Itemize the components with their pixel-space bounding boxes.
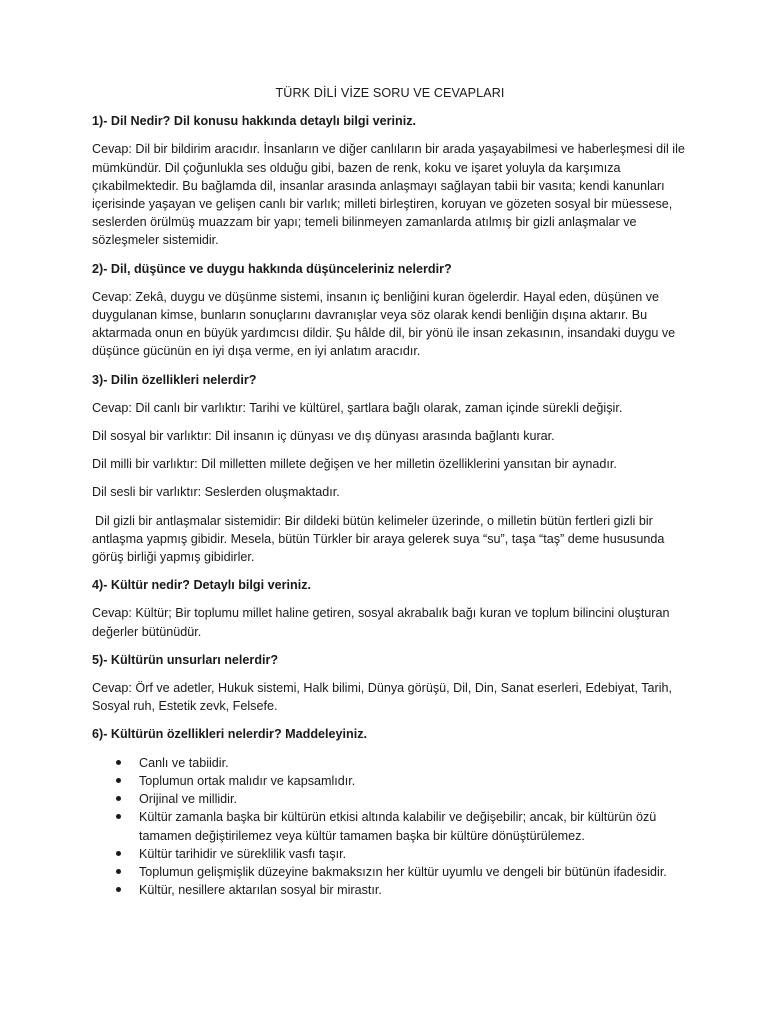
list-item: Toplumun gelişmişlik düzeyine bakmaksızın her kültür uyumlu ve dengeli bir bütünün ifadesidir.: [112, 863, 688, 881]
answer-3-line: Dil sosyal bir varlıktır: Dil insanın iç dünyası ve dış dünyası arasında bağlantı kurar.: [92, 429, 555, 444]
answer-2: Cevap: Zekâ, duygu ve düşünme sistemi, insanın iç benliğini kuran ögelerdir. Hayal eden, düşünen ve duygulanan kimse, bunların sonuçlarını davranışlar veya söz olarak kendi benliğin dışına aktarır. Bu aktarmada onun en büyük yardımcısı dildir. Şu hâlde dil, bir yönü ile insan zekasının, insandaki duygu ve düşünce gücünün en iyi dışa verme, en iyi anlatım aracıdır.: [92, 289, 676, 359]
question-5: 5)- Kültürün unsurları nelerdir?: [92, 652, 279, 667]
list-item: Orijinal ve millidir.: [112, 790, 688, 808]
question-6: 6)- Kültürün özellikleri nelerdir? Maddeleyiniz.: [92, 727, 368, 742]
answer-3-line: Dil milli bir varlıktır: Dil milletten millete değişen ve her milletin özelliklerini yansıtan bir aynadır.: [92, 457, 617, 472]
answer-1: Cevap: Dil bir bildirim aracıdır. İnsanların ve diğer canlıların bir arada yaşayabilmesi ve haberleşmesi dil ile mümkündür. Dil çoğunlukla ses olduğu gibi, bazen de renk, koku ve işaret yoluyla da karşımıza çıkabilmektedir. Bu bağlamda dil, insanlar arasında anlaşmayı sağlayan tabii bir vasıta; kendi kanunları içerisinde yaşayan ve gelişen canlı bir varlık; milleti birleştiren, koruyan ve gözeten sosyal bir müessese, seslerden örülmüş muazzam bir yapı; temeli bilinmeyen zamanlarda atılmış bir gizli anlaşmalar ve sözleşmeler sistemidir.: [92, 142, 685, 248]
answer-3-line: Cevap: Dil canlı bir varlıktır: Tarihi ve kültürel, şartlara bağlı olarak, zaman içinde sürekli değişir.: [92, 400, 623, 415]
question-4: 4)- Kültür nedir? Detaylı bilgi veriniz.: [92, 578, 312, 593]
list-item: Toplumun ortak malıdır ve kapsamlıdır.: [112, 772, 688, 790]
question-3: 3)- Dilin özellikleri nelerdir?: [92, 372, 257, 387]
feature-list: [92, 754, 688, 900]
answer-4: Cevap: Kültür; Bir toplumu millet haline getiren, sosyal akrabalık bağı kuran ve toplum bilincini oluşturan değerler bütünüdür.: [92, 606, 670, 639]
document-title: TÜRK DİLİ VİZE SORU VE CEVAPLARI: [275, 86, 505, 100]
answer-5: Cevap: Örf ve adetler, Hukuk sistemi, Halk bilimi, Dünya görüşü, Dil, Din, Sanat eserleri, Edebiyat, Tarih, Sosyal ruh, Estetik zevk, Felsefe.: [92, 681, 673, 714]
question-2: 2)- Dil, düşünce ve duygu hakkında düşünceleriniz nelerdir?: [92, 261, 452, 276]
list-item: Kültür tarihidir ve süreklilik vasfı taşır.: [112, 845, 688, 863]
list-item: Kültür, nesillere aktarılan sosyal bir mirastır.: [112, 881, 688, 899]
document-page: [92, 84, 688, 899]
list-item: Kültür zamanla başka bir kültürün etkisi altında kalabilir ve değişebilir; ancak, bir kültürün özü tamamen değiştirilemez veya kültür tamamen başka bir kültüre dönüştürülemez.: [112, 808, 688, 844]
answer-3-line: Dil sesli bir varlıktır: Seslerden oluşmaktadır.: [92, 485, 340, 500]
question-1: 1)- Dil Nedir? Dil konusu hakkında detaylı bilgi veriniz.: [92, 114, 417, 129]
answer-3-line: Dil gizli bir antlaşmalar sistemidir: Bir dildeki bütün kelimeler üzerinde, o milletin bütün fertleri gizli bir antlaşma yapmış gibidir. Mesela, bütün Türkler bir araya gelerek suya “su”, taşa “taş” deme hususunda görüş birliği yapmış gibidirler.: [92, 513, 665, 565]
list-item: Canlı ve tabiidir.: [112, 754, 688, 772]
